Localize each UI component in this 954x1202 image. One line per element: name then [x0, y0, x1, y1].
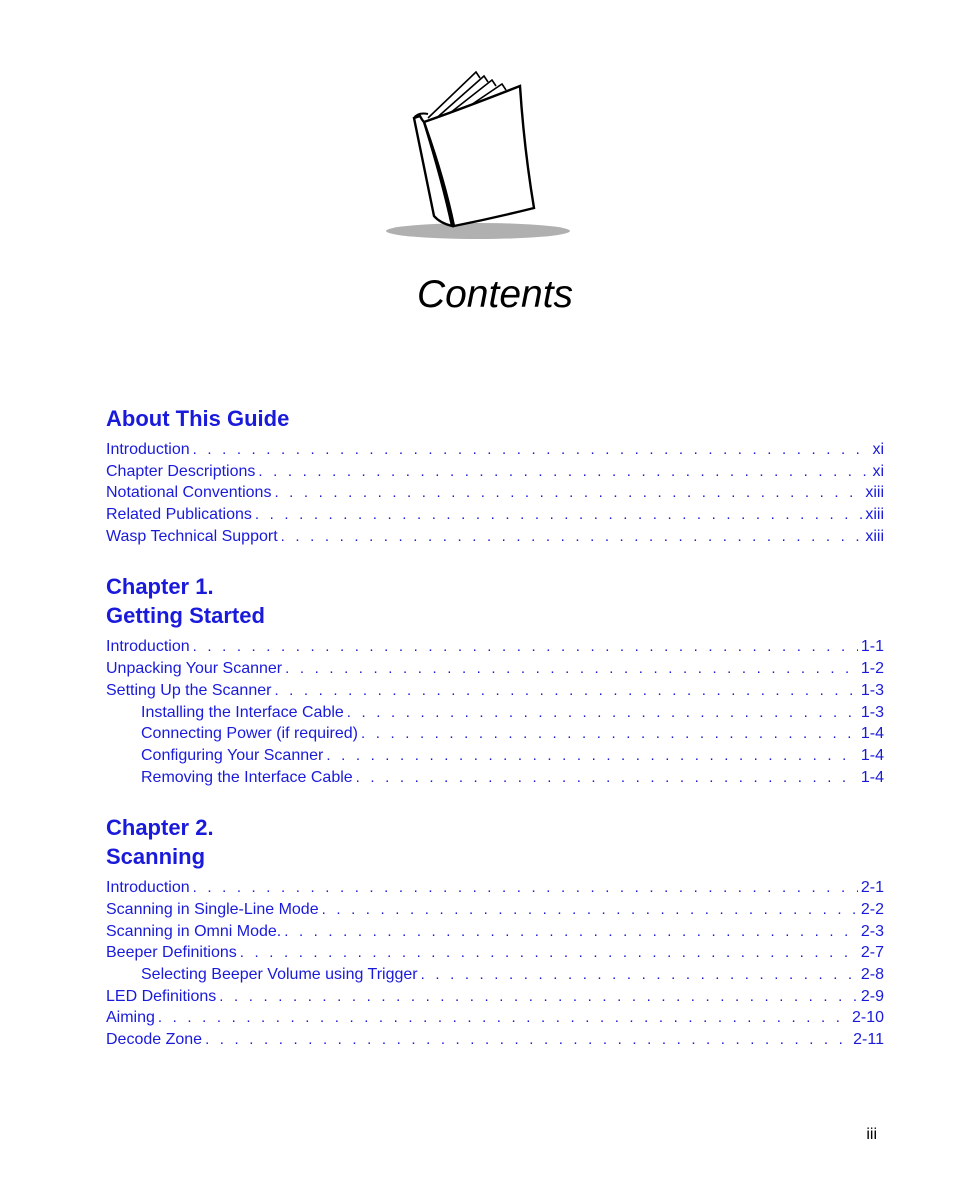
toc-section-chapter-1: [106, 572, 884, 788]
toc-entry-label: Introduction: [106, 638, 190, 656]
toc-entry-label: Wasp Technical Support: [106, 527, 278, 545]
toc-entry-page: 2-2: [860, 900, 884, 918]
toc-entry-page: xiii: [865, 527, 884, 545]
section-heading-line: Chapter 1.: [106, 574, 214, 600]
toc-entry[interactable]: [106, 1007, 884, 1029]
toc-entry-label: Connecting Power (if required): [141, 725, 358, 743]
toc-entry-label: Chapter Descriptions: [106, 462, 256, 480]
toc-entry-label: Unpacking Your Scanner: [106, 660, 283, 678]
toc-entry[interactable]: [106, 899, 884, 921]
toc-entry[interactable]: [106, 986, 884, 1008]
toc-entry[interactable]: [106, 439, 884, 461]
dot-leader: [258, 461, 869, 483]
toc-entry-page: 2-3: [860, 922, 884, 940]
toc-section-about: [106, 404, 884, 547]
section-heading[interactable]: [106, 572, 884, 630]
dot-leader: [322, 899, 858, 921]
toc-entry-page: xi: [872, 462, 884, 480]
dot-leader: [284, 921, 858, 943]
toc-entry-page: 2-10: [851, 1009, 884, 1027]
toc-entry[interactable]: [106, 921, 884, 943]
toc-entry-label: Setting Up the Scanner: [106, 681, 272, 699]
toc-entry-label: Selecting Beeper Volume using Trigger: [141, 966, 418, 983]
dot-leader: [193, 636, 858, 658]
toc-entry-page: 1-2: [860, 660, 884, 678]
toc-entry-page: 1-3: [860, 681, 884, 699]
table-of-contents: [106, 404, 884, 1076]
dot-leader: [240, 942, 858, 964]
toc-entry-page: 1-1: [860, 638, 884, 656]
dot-leader: [274, 680, 857, 702]
toc-entry-label: Removing the Interface Cable: [141, 768, 353, 786]
section-heading-line: Getting Started: [106, 603, 265, 629]
toc-entry-label: Related Publications: [106, 506, 252, 524]
dot-leader: [219, 986, 858, 1008]
dot-leader: [285, 658, 858, 680]
section-heading-line: Chapter 2.: [106, 815, 214, 841]
toc-entry[interactable]: [106, 636, 884, 658]
toc-entry-page: 2-1: [860, 879, 884, 897]
toc-entry[interactable]: [106, 942, 884, 964]
toc-entry-page: xi: [872, 441, 884, 458]
toc-entry[interactable]: [106, 504, 884, 526]
toc-entry-label: Scanning in Single-Line Mode: [106, 900, 319, 918]
toc-subentry[interactable]: [106, 702, 884, 724]
toc-entry-page: 1-4: [860, 768, 884, 786]
page-number: iii: [866, 1126, 877, 1143]
toc-entry-label: Scanning in Omni Mode.: [106, 922, 282, 940]
dot-leader: [274, 482, 862, 504]
toc-entry-page: 2-11: [853, 1031, 884, 1049]
dot-leader: [158, 1007, 849, 1029]
toc-entry-label: Aiming: [106, 1009, 155, 1027]
toc-entry-label: Configuring Your Scanner: [141, 746, 324, 764]
toc-entry-label: Decode Zone: [106, 1031, 203, 1049]
toc-entry-page: 1-3: [860, 703, 884, 721]
toc-entry-page: 2-9: [860, 987, 884, 1005]
section-heading-line: Scanning: [106, 844, 206, 870]
toc-entry-page: 1-4: [860, 725, 884, 743]
dot-leader: [361, 723, 858, 745]
page-title: Contents: [416, 273, 574, 316]
toc-entry[interactable]: [106, 680, 884, 702]
toc-entry-label: Beeper Definitions: [106, 944, 237, 962]
dot-leader: [193, 877, 858, 899]
toc-entry-page: xiii: [865, 506, 884, 524]
toc-entry-label: LED Definitions: [106, 987, 217, 1005]
dot-leader: [205, 1029, 850, 1051]
toc-entry[interactable]: [106, 526, 884, 548]
toc-entry[interactable]: [106, 1029, 884, 1051]
dot-leader: [421, 964, 858, 986]
toc-section-chapter-2: [106, 813, 884, 1051]
toc-entry[interactable]: [106, 658, 884, 680]
toc-subentry[interactable]: [106, 745, 884, 767]
toc-subentry[interactable]: [106, 964, 884, 986]
open-book-icon: [384, 68, 574, 243]
dot-leader: [193, 439, 870, 461]
dot-leader: [255, 504, 862, 526]
toc-entry-label: Installing the Interface Cable: [141, 703, 344, 721]
dot-leader: [326, 745, 858, 767]
toc-entry-label: Notational Conventions: [106, 484, 272, 502]
toc-entry-label: Introduction: [106, 879, 190, 897]
section-heading-line: About This Guide: [106, 406, 290, 431]
toc-entry-page: 2-8: [860, 966, 884, 983]
toc-entry-page: xiii: [865, 484, 884, 502]
toc-entry-page: 2-7: [860, 944, 884, 962]
toc-entry-page: 1-4: [860, 746, 884, 764]
toc-entry-label: Introduction: [106, 441, 190, 458]
toc-subentry[interactable]: [106, 723, 884, 745]
section-heading[interactable]: [106, 813, 884, 871]
dot-leader: [356, 767, 858, 789]
dot-leader: [347, 702, 858, 724]
toc-entry[interactable]: [106, 482, 884, 504]
toc-entry[interactable]: [106, 877, 884, 899]
toc-entry[interactable]: [106, 461, 884, 483]
dot-leader: [281, 526, 863, 548]
toc-subentry[interactable]: [106, 767, 884, 789]
section-heading[interactable]: [106, 404, 884, 433]
